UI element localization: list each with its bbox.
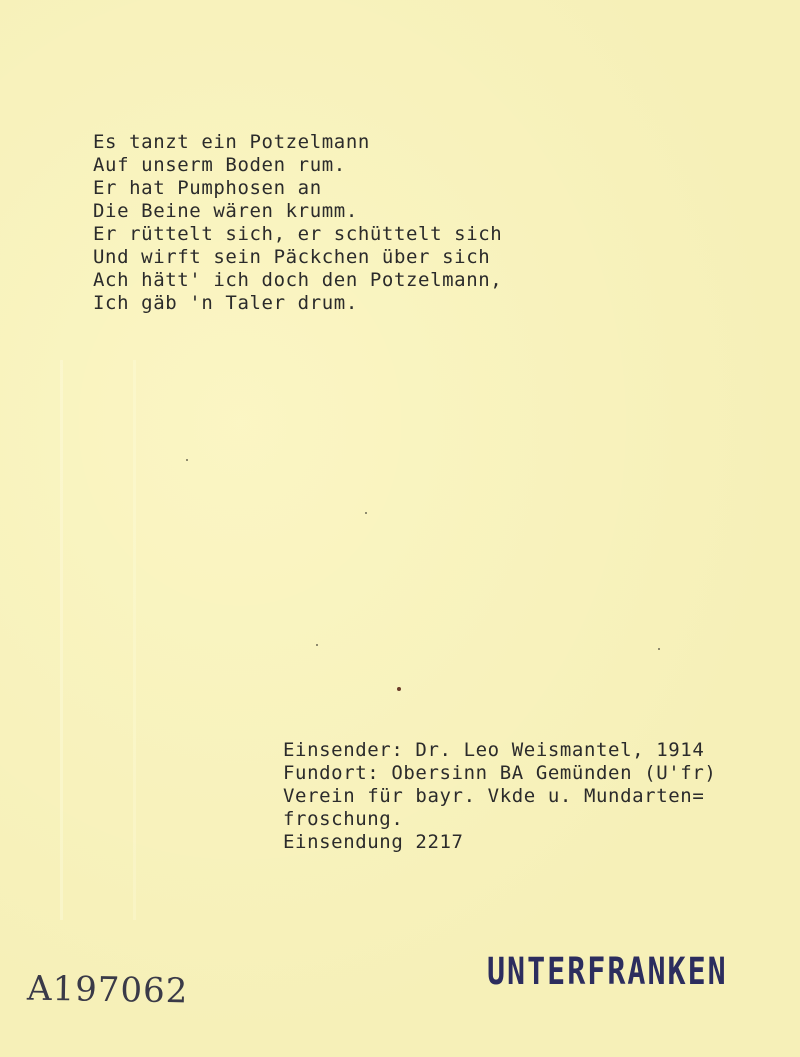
paper-speck — [658, 648, 660, 650]
region-stamp: UNTERFRANKEN — [487, 950, 728, 994]
poem-line: Und wirft sein Päckchen über sich — [93, 246, 491, 268]
poem-line: Ich gäb 'n Taler drum. — [93, 292, 358, 314]
paper-speck — [316, 644, 318, 646]
paper-speck — [365, 512, 367, 514]
sender-line: Einsender: Dr. Leo Weismantel, 1914 — [283, 739, 705, 761]
archive-number-stamp: A197062 — [26, 968, 189, 1012]
poem-line: Ach hätt' ich doch den Potzelmann, — [93, 269, 503, 291]
poem-line: Es tanzt ein Potzelmann — [93, 131, 370, 153]
submission-info — [283, 739, 716, 854]
ink-speck — [397, 687, 401, 691]
poem-line: Er hat Pumphosen an — [93, 177, 322, 199]
poem-line: Auf unserm Boden rum. — [93, 154, 346, 176]
location-line: Fundort: Obersinn BA Gemünden (U'fr) — [283, 762, 717, 784]
paper-speck — [186, 459, 188, 461]
poem-line: Er rüttelt sich, er schüttelt sich — [93, 223, 503, 245]
association-line-continued: froschung. — [283, 808, 404, 830]
submission-number-line: Einsendung 2217 — [283, 831, 464, 853]
poem-text — [93, 131, 502, 315]
association-line: Verein für bayr. Vkde u. Mundarten= — [283, 785, 705, 807]
poem-line: Die Beine wären krumm. — [93, 200, 358, 222]
paper-watermark — [60, 360, 136, 920]
